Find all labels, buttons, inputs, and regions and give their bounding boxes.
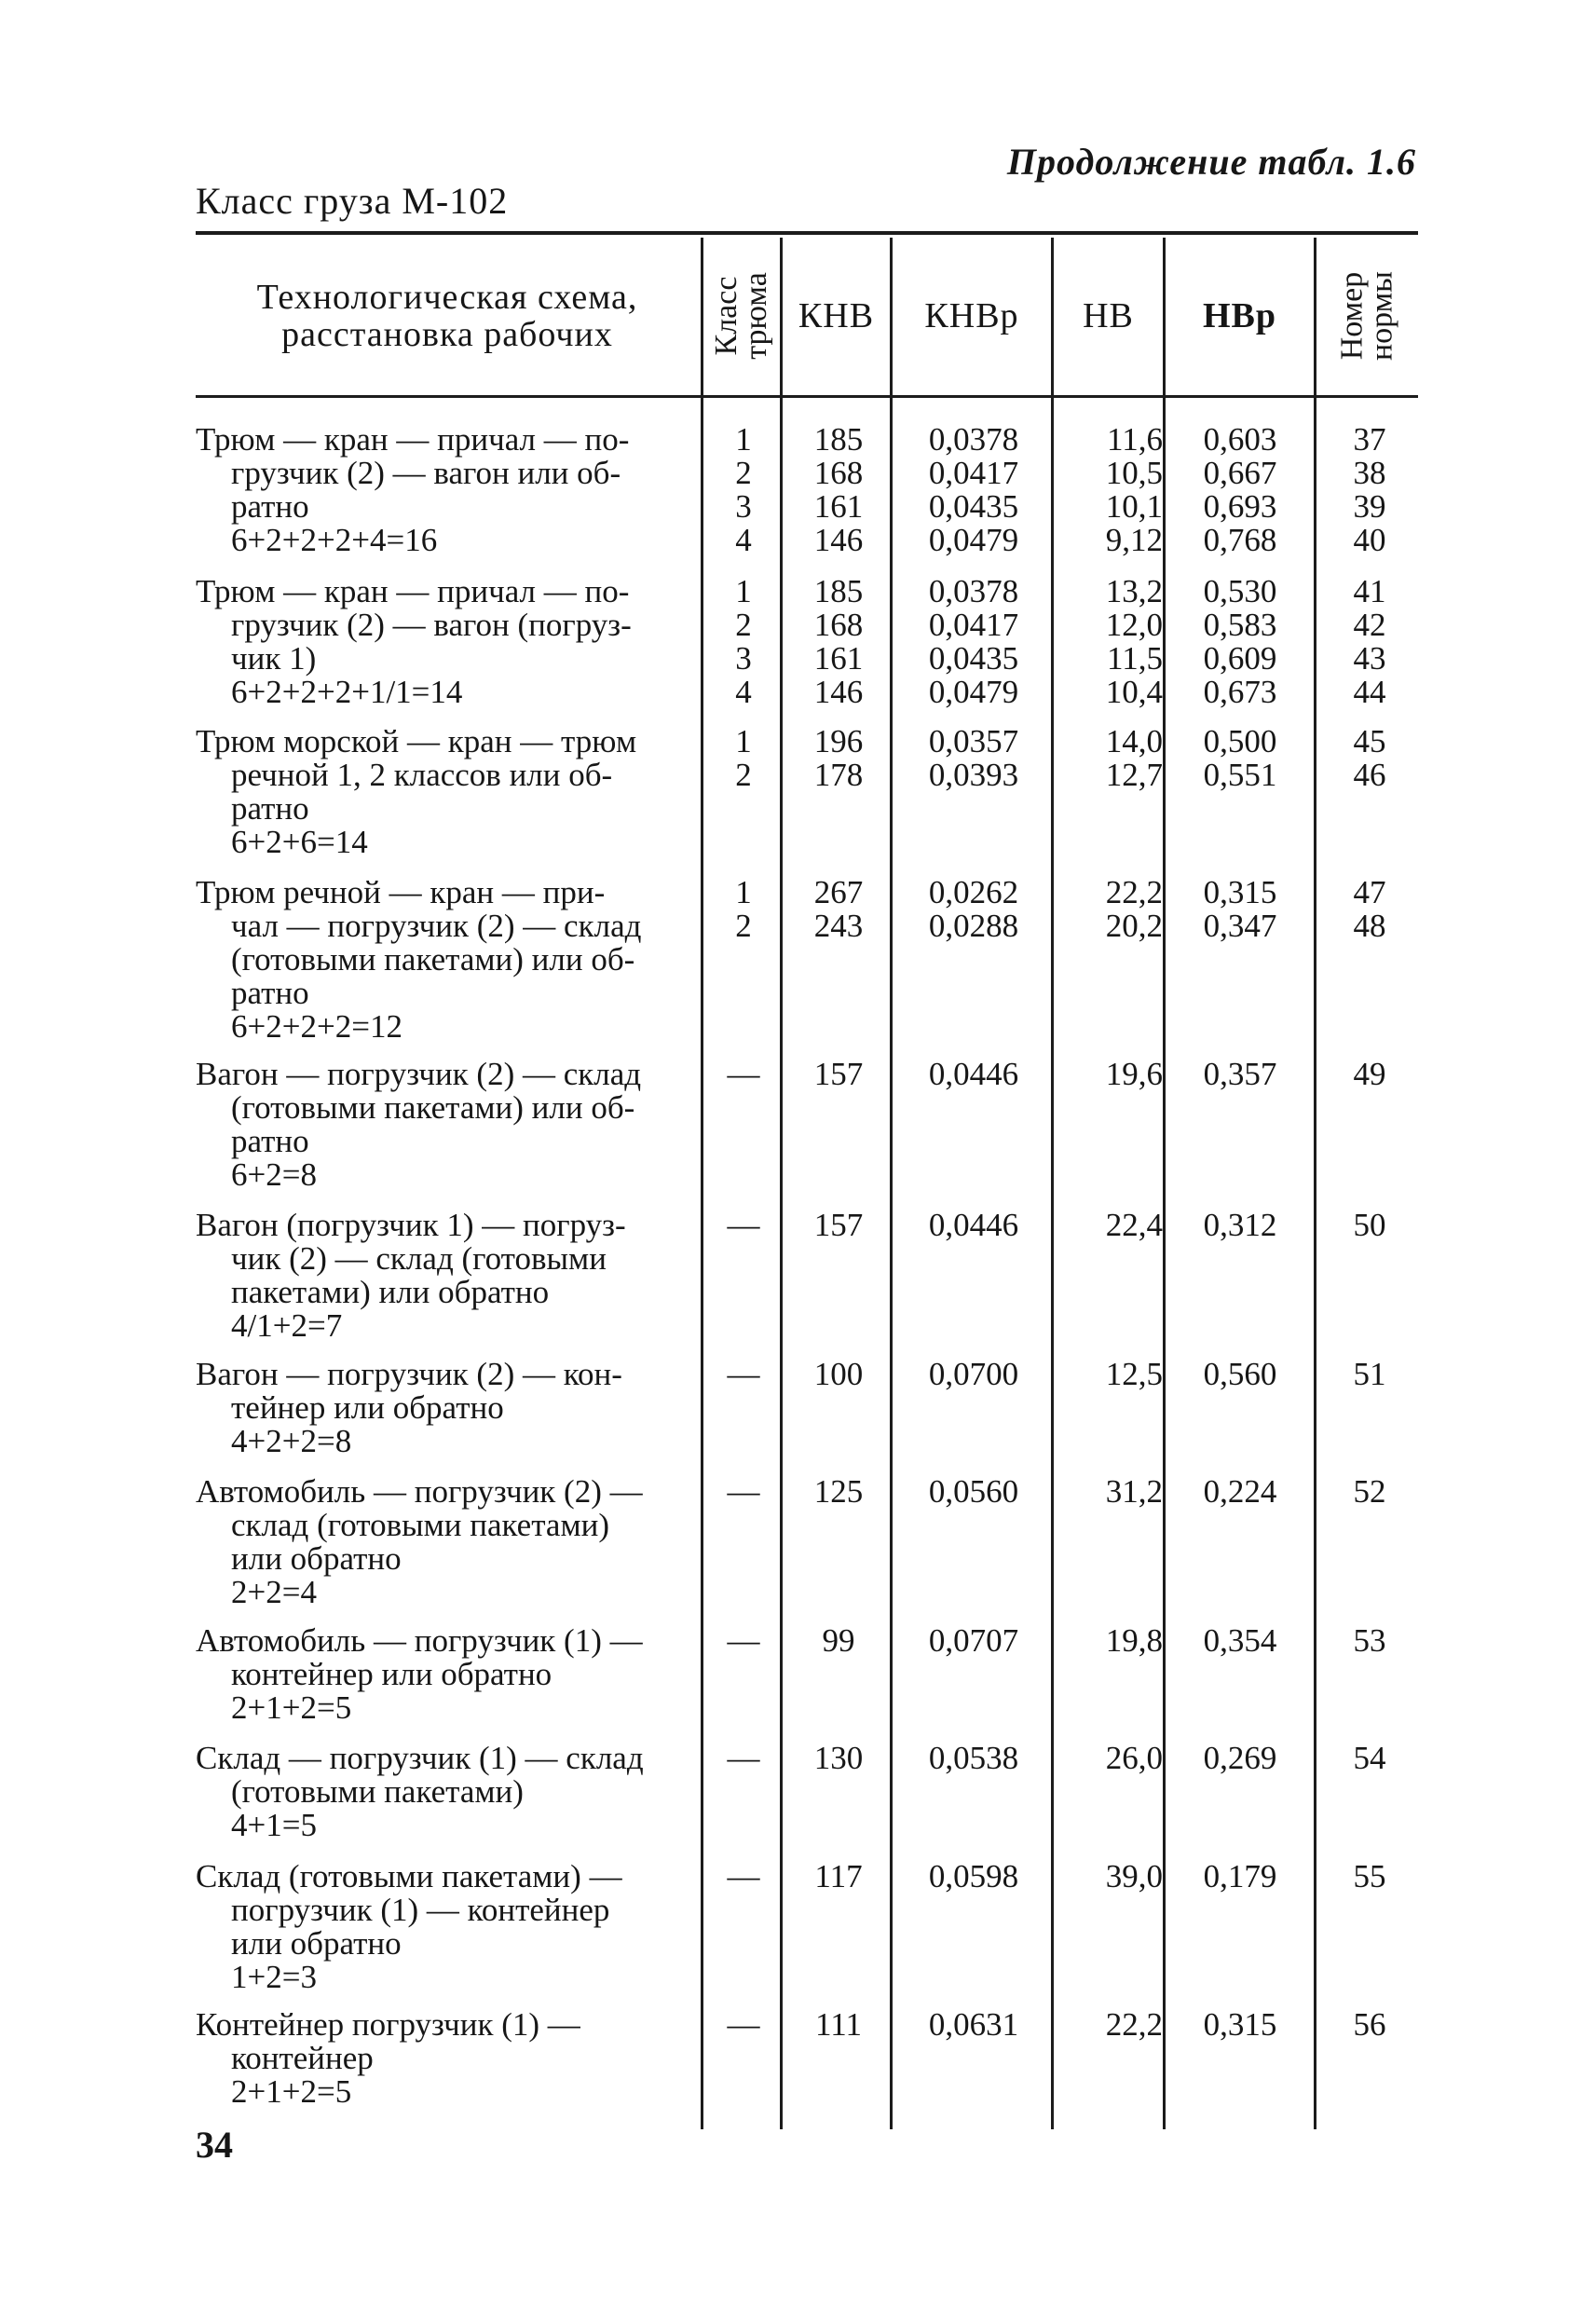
- scheme-line: Вагон (погрузчик 1) — погруз-: [196, 1207, 626, 1243]
- scheme-line: Контейнер погрузчик (1) —: [196, 2006, 580, 2043]
- nvp-cell: 0,603 0,667 0,693 0,768: [1203, 421, 1277, 558]
- header-nvp: [1166, 239, 1314, 393]
- knvp-cell: 0,0700: [928, 1356, 1019, 1392]
- nvp-cell: 0,354: [1203, 1622, 1277, 1659]
- table-continuation-caption: Продолжение табл. 1.6: [1006, 141, 1416, 183]
- scheme-cell: [196, 575, 699, 709]
- scheme-line: или обратно: [231, 1540, 402, 1577]
- norm-number-cell: 49: [1353, 1056, 1386, 1092]
- scheme-line: Автомобиль — погрузчик (1) —: [196, 1622, 643, 1659]
- scheme-line: Склад (готовыми пакетами) —: [196, 1858, 622, 1894]
- nv-cell: 22,2 20,2: [1105, 874, 1163, 944]
- hold-class-cell: —: [727, 2006, 760, 2043]
- norm-number-cell: 56: [1353, 2006, 1386, 2043]
- norm-number-cell: 45 46: [1353, 723, 1386, 793]
- knvp-cell: 0,0538: [928, 1740, 1019, 1776]
- scheme-cell: [196, 1624, 699, 1725]
- scheme-cell: [196, 1209, 699, 1343]
- scheme-line: (готовыми пакетами) или об-: [231, 1089, 635, 1126]
- nv-cell: 31,2: [1105, 1473, 1163, 1510]
- page-number: 34: [196, 2124, 233, 2166]
- column-divider: [701, 238, 703, 2129]
- scheme-line: склад (готовыми пакетами): [231, 1507, 610, 1543]
- knvp-cell: 0,0560: [928, 1473, 1019, 1510]
- nv-cell: 22,2: [1105, 2006, 1163, 2043]
- column-divider: [1163, 238, 1166, 2129]
- nvp-cell: 0,315: [1203, 2006, 1277, 2043]
- scheme-line: пакетами) или обратно: [231, 1274, 550, 1310]
- knvp-cell: 0,0598: [928, 1858, 1019, 1894]
- crew-formula: 6+2+2+2=12: [231, 1008, 402, 1045]
- scheme-line: Склад — погрузчик (1) — склад: [196, 1740, 644, 1776]
- nv-cell: 26,0: [1105, 1740, 1163, 1776]
- header-knv: [783, 239, 890, 393]
- header-scheme: [196, 239, 699, 393]
- nv-cell: 19,8: [1105, 1622, 1163, 1659]
- norm-number-cell: 41 42 43 44: [1353, 573, 1386, 710]
- scheme-line: Трюм речной — кран — при-: [196, 874, 606, 910]
- knv-cell: 99: [822, 1622, 855, 1659]
- crew-formula: 2+1+2=5: [231, 2073, 352, 2110]
- nv-cell: 13,2 12,0 11,5 10,4: [1105, 573, 1163, 710]
- scheme-line: контейнер или обратно: [231, 1656, 552, 1692]
- column-divider: [1314, 238, 1316, 2129]
- knvp-cell: 0,0446: [928, 1207, 1019, 1243]
- norm-number-cell: 55: [1353, 1858, 1386, 1894]
- scheme-line: контейнер: [231, 2040, 374, 2076]
- nv-cell: 39,0: [1105, 1858, 1163, 1894]
- hold-class-cell: 1 2 3 4: [735, 573, 752, 710]
- knv-cell: 125: [813, 1473, 864, 1510]
- header-nv: [1054, 239, 1163, 393]
- scheme-line: чик (2) — склад (готовыми: [231, 1240, 607, 1277]
- knv-cell: 157: [813, 1056, 864, 1092]
- column-divider: [1051, 238, 1054, 2129]
- norm-number-cell: 51: [1353, 1356, 1386, 1392]
- header-nvp-text: НВр: [1202, 296, 1277, 335]
- scheme-cell: [196, 1860, 699, 1994]
- knv-cell: 196 178: [813, 723, 864, 793]
- crew-formula: 6+2+2+2+4=16: [231, 522, 438, 558]
- hold-class-cell: —: [727, 1056, 760, 1092]
- hold-class-cell: 1 2: [735, 874, 752, 944]
- header-knvp: [893, 239, 1051, 393]
- header-hold-class: [703, 239, 780, 393]
- header-nv-text: НВ: [1083, 296, 1134, 335]
- nv-cell: 11,6 10,5 10,1 9,12: [1105, 421, 1163, 558]
- scheme-line: Автомобиль — погрузчик (2) —: [196, 1473, 643, 1510]
- hold-class-cell: 1 2 3 4: [735, 421, 752, 558]
- nv-cell: 22,4: [1105, 1207, 1163, 1243]
- scheme-line: ратно: [231, 975, 309, 1011]
- scheme-line: или обратно: [231, 1925, 402, 1962]
- scheme-cell: [196, 1058, 699, 1192]
- scheme-cell: [196, 423, 699, 557]
- scheme-line: (готовыми пакетами) или об-: [231, 941, 635, 978]
- header-scheme-line2: расстановка рабочих: [281, 315, 613, 354]
- knv-cell: 267 243: [813, 874, 864, 944]
- scheme-line: тейнер или обратно: [231, 1389, 504, 1426]
- knvp-cell: 0,0378 0,0417 0,0435 0,0479: [928, 421, 1019, 558]
- column-divider: [780, 238, 783, 2129]
- header-scheme-line1: Технологическая схема,: [256, 278, 638, 317]
- knvp-cell: 0,0446: [928, 1056, 1019, 1092]
- norm-number-cell: 53: [1353, 1622, 1386, 1659]
- crew-formula: 4+2+2=8: [231, 1423, 352, 1459]
- knvp-cell: 0,0631: [928, 2006, 1019, 2043]
- scheme-line: Вагон — погрузчик (2) — кон-: [196, 1356, 622, 1392]
- header-hold-class-text: Класс трюма: [709, 272, 774, 360]
- hold-class-cell: —: [727, 1356, 760, 1392]
- scheme-line: Вагон — погрузчик (2) — склад: [196, 1056, 642, 1092]
- scheme-line: погрузчик (1) — контейнер: [231, 1892, 610, 1928]
- scheme-line: речной 1, 2 классов или об-: [231, 757, 613, 793]
- knvp-cell: 0,0357 0,0393: [928, 723, 1019, 793]
- knv-cell: 157: [813, 1207, 864, 1243]
- nvp-cell: 0,500 0,551: [1203, 723, 1277, 793]
- nvp-cell: 0,179: [1203, 1858, 1277, 1894]
- scheme-line: ратно: [231, 790, 309, 827]
- scheme-line: чик 1): [231, 640, 317, 677]
- hold-class-cell: —: [727, 1207, 760, 1243]
- crew-formula: 4+1=5: [231, 1807, 317, 1843]
- knvp-cell: 0,0262 0,0288: [928, 874, 1019, 944]
- cargo-class-label: Класс груза М-102: [196, 180, 509, 222]
- header-norm-number-text: Номер нормы: [1334, 270, 1399, 362]
- header-norm-number: [1316, 239, 1418, 393]
- knv-cell: 130: [813, 1740, 864, 1776]
- norm-number-cell: 52: [1353, 1473, 1386, 1510]
- nv-cell: 12,5: [1105, 1356, 1163, 1392]
- column-divider: [890, 238, 893, 2129]
- nvp-cell: 0,357: [1203, 1056, 1277, 1092]
- hold-class-cell: —: [727, 1473, 760, 1510]
- knv-cell: 100: [813, 1356, 864, 1392]
- crew-formula: 1+2=3: [231, 1959, 317, 1995]
- crew-formula: 6+2+6=14: [231, 824, 368, 860]
- crew-formula: 6+2+2+2+1/1=14: [231, 674, 463, 710]
- scheme-cell: [196, 876, 699, 1044]
- scheme-line: чал — погрузчик (2) — склад: [231, 908, 642, 944]
- scheme-line: грузчик (2) — вагон или об-: [231, 455, 621, 491]
- hold-class-cell: —: [727, 1622, 760, 1659]
- table-header-rule: [196, 395, 1418, 398]
- nvp-cell: 0,560: [1203, 1356, 1277, 1392]
- nvp-cell: 0,312: [1203, 1207, 1277, 1243]
- scheme-line: (готовыми пакетами): [231, 1773, 524, 1810]
- knv-cell: 117: [814, 1858, 863, 1894]
- crew-formula: 2+2=4: [231, 1574, 317, 1610]
- scheme-cell: [196, 2008, 699, 2109]
- scheme-cell: [196, 1358, 699, 1458]
- scheme-line: Трюм — кран — причал — по-: [196, 573, 630, 609]
- crew-formula: 6+2=8: [231, 1156, 317, 1193]
- nvp-cell: 0,269: [1203, 1740, 1277, 1776]
- nv-cell: 19,6: [1105, 1056, 1163, 1092]
- norm-number-cell: 47 48: [1353, 874, 1386, 944]
- nvp-cell: 0,224: [1203, 1473, 1277, 1510]
- scheme-cell: [196, 1742, 699, 1842]
- scheme-line: Трюм морской — кран — трюм: [196, 723, 637, 759]
- knvp-cell: 0,0378 0,0417 0,0435 0,0479: [928, 573, 1019, 710]
- hold-class-cell: —: [727, 1740, 760, 1776]
- knv-cell: 185 168 161 146: [813, 573, 864, 710]
- knv-cell: 185 168 161 146: [813, 421, 864, 558]
- crew-formula: 2+1+2=5: [231, 1689, 352, 1726]
- hold-class-cell: 1 2: [735, 723, 752, 793]
- hold-class-cell: —: [727, 1858, 760, 1894]
- scheme-line: ратно: [231, 1123, 309, 1159]
- header-knvp-text: КНВр: [924, 296, 1019, 335]
- scheme-line: ратно: [231, 488, 309, 525]
- scheme-line: Трюм — кран — причал — по-: [196, 421, 630, 458]
- knv-cell: 111: [815, 2006, 862, 2043]
- crew-formula: 4/1+2=7: [231, 1307, 343, 1344]
- norm-number-cell: 37 38 39 40: [1353, 421, 1386, 558]
- scheme-cell: [196, 725, 699, 859]
- norm-number-cell: 54: [1353, 1740, 1386, 1776]
- nv-cell: 14,0 12,7: [1105, 723, 1163, 793]
- header-knv-text: КНВ: [798, 296, 875, 335]
- nvp-cell: 0,530 0,583 0,609 0,673: [1203, 573, 1277, 710]
- nvp-cell: 0,315 0,347: [1203, 874, 1277, 944]
- norm-number-cell: 50: [1353, 1207, 1386, 1243]
- scheme-cell: [196, 1475, 699, 1609]
- scheme-line: грузчик (2) — вагон (погруз-: [231, 607, 632, 643]
- table-top-rule: [196, 231, 1418, 235]
- knvp-cell: 0,0707: [928, 1622, 1019, 1659]
